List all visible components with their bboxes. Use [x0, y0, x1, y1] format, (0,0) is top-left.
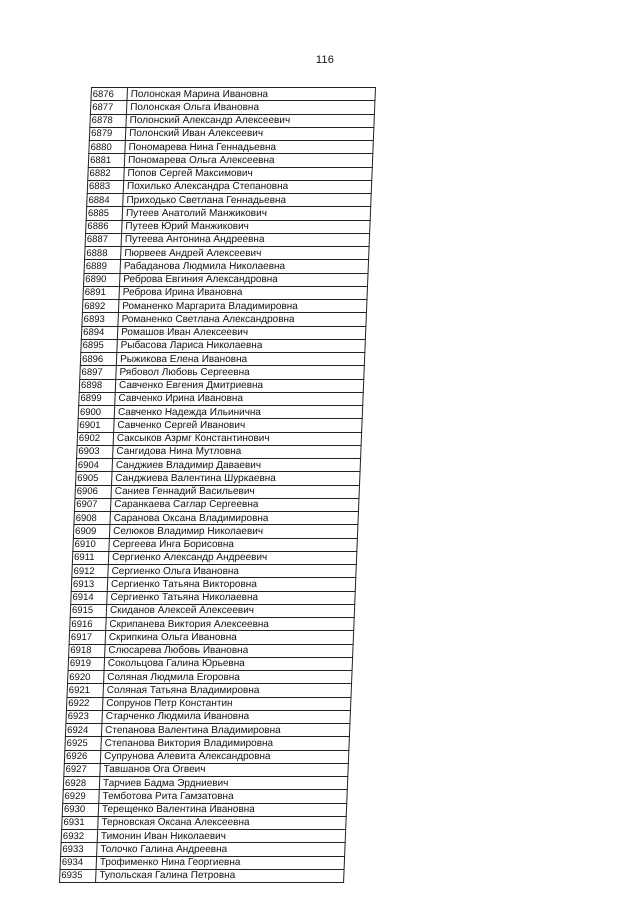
- person-name-cell: Саниев Геннадий Васильевич: [111, 485, 360, 498]
- table-row: [85, 233, 370, 246]
- person-name-cell: Сангидова Нина Мутловна: [113, 445, 362, 458]
- table-row: [77, 445, 362, 458]
- table-row: [80, 366, 365, 379]
- table-row: [76, 459, 361, 472]
- person-name-cell: Савченко Ирина Ивановна: [115, 392, 364, 405]
- person-name-cell: Соляная Людмила Егоровна: [104, 671, 353, 684]
- person-name-cell: Рабаданова Людмила Николаевна: [120, 260, 369, 273]
- row-number-cell: 6881: [88, 154, 125, 167]
- person-name-cell: Терновская Оксана Алексеевна: [98, 816, 347, 829]
- table-row: [69, 644, 354, 657]
- table-row: [90, 114, 375, 127]
- table-row: [77, 432, 362, 445]
- row-number-cell: 6911: [72, 551, 109, 564]
- person-name-cell: Сокольцова Галина Юрьевна: [104, 657, 353, 670]
- person-name-cell: Рыбасова Лариса Николаевна: [117, 339, 366, 352]
- person-name-cell: Полонская Ольга Ивановна: [126, 101, 375, 114]
- person-name-cell: Саранкаева Саглар Сергеевна: [110, 498, 359, 511]
- row-number-cell: 6889: [84, 260, 121, 273]
- roster-table-container: [59, 87, 376, 883]
- person-name-cell: Путеев Анатолий Манжикович: [122, 207, 371, 220]
- person-name-cell: Сергеева Инга Борисовна: [109, 538, 358, 551]
- table-row: [60, 856, 345, 869]
- row-number-cell: 6907: [74, 498, 111, 511]
- person-name-cell: Савченко Евгения Дмитриевна: [115, 379, 364, 392]
- table-row: [74, 512, 359, 525]
- person-name-cell: Романенко Светлана Александровна: [118, 313, 367, 326]
- table-row: [82, 300, 367, 313]
- person-name-cell: Пюрвеев Андрей Алексеевич: [121, 247, 370, 260]
- row-number-cell: 6910: [73, 538, 110, 551]
- row-number-cell: 6880: [89, 141, 126, 154]
- table-row: [91, 88, 376, 101]
- person-name-cell: Полонский Иван Алексеевич: [125, 127, 374, 140]
- row-number-cell: 6921: [67, 684, 104, 697]
- row-number-cell: 6898: [79, 379, 116, 392]
- table-row: [70, 618, 355, 631]
- person-name-cell: Степанова Валентина Владимировна: [101, 724, 350, 737]
- person-name-cell: Савченко Сергей Иванович: [114, 419, 363, 432]
- table-row: [83, 286, 368, 299]
- table-row: [76, 472, 361, 485]
- table-row: [73, 538, 358, 551]
- row-number-cell: 6905: [76, 472, 113, 485]
- person-name-cell: Тавшанов Ога Огвеич: [100, 763, 349, 776]
- table-row: [87, 180, 372, 193]
- table-row: [79, 379, 364, 392]
- row-number-cell: 6882: [88, 167, 125, 180]
- row-number-cell: 6930: [62, 803, 99, 816]
- table-row: [89, 127, 374, 140]
- person-name-cell: Селюков Владимир Николаевич: [109, 525, 358, 538]
- person-name-cell: Реброва Евгиния Александровна: [119, 273, 368, 286]
- person-name-cell: Реброва Ирина Ивановна: [119, 286, 368, 299]
- table-row: [63, 790, 348, 803]
- table-row: [83, 273, 368, 286]
- person-name-cell: Сопрунов Петр Константин: [102, 697, 351, 710]
- person-name-cell: Сергиенко Татьяна Викторовна: [107, 578, 356, 591]
- row-number-cell: 6934: [60, 856, 97, 869]
- row-number-cell: 6918: [69, 644, 106, 657]
- row-number-cell: 6888: [85, 247, 122, 260]
- table-row: [79, 392, 364, 405]
- row-number-cell: 6894: [81, 326, 118, 339]
- person-name-cell: Тимонин Иван Николаевич: [97, 830, 346, 843]
- row-number-cell: 6914: [71, 591, 108, 604]
- person-name-cell: Темботова Рита Гамзатовна: [99, 790, 348, 803]
- table-row: [75, 485, 360, 498]
- row-number-cell: 6915: [70, 604, 107, 617]
- person-name-cell: Приходько Светлана Геннадьевна: [123, 194, 372, 207]
- table-row: [65, 737, 350, 750]
- person-name-cell: Похилько Александра Степановна: [123, 180, 372, 193]
- row-number-cell: 6922: [66, 697, 103, 710]
- person-name-cell: Рябовол Любовь Сергеевна: [116, 366, 365, 379]
- person-name-cell: Полонский Александр Алексеевич: [126, 114, 375, 127]
- table-row: [70, 604, 355, 617]
- roster-table: [59, 87, 376, 883]
- row-number-cell: 6932: [61, 830, 98, 843]
- table-row: [66, 710, 351, 723]
- person-name-cell: Супрунова Алевита Александровна: [100, 750, 349, 763]
- row-number-cell: 6900: [78, 406, 115, 419]
- table-row: [64, 763, 349, 776]
- person-name-cell: Старченко Людмила Ивановна: [102, 710, 351, 723]
- row-number-cell: 6933: [61, 843, 98, 856]
- table-row: [81, 339, 366, 352]
- table-row: [66, 697, 351, 710]
- table-row: [71, 591, 356, 604]
- table-row: [68, 671, 353, 684]
- row-number-cell: 6887: [85, 233, 122, 246]
- person-name-cell: Сергиенко Татьяна Николаевна: [107, 591, 356, 604]
- table-row: [84, 260, 369, 273]
- table-row: [63, 777, 348, 790]
- row-number-cell: 6895: [81, 339, 118, 352]
- person-name-cell: Санджиева Валентина Шуркаевна: [112, 472, 361, 485]
- table-row: [61, 830, 346, 843]
- person-name-cell: Путеева Антонина Андреевна: [121, 233, 370, 246]
- person-name-cell: Толочко Галина Андреевна: [97, 843, 346, 856]
- table-row: [68, 657, 353, 670]
- person-name-cell: Саксыков Азрмг Константинович: [113, 432, 362, 445]
- row-number-cell: 6892: [82, 300, 119, 313]
- table-row: [86, 207, 371, 220]
- person-name-cell: Сергиенко Александр Андреевич: [108, 551, 357, 564]
- person-name-cell: Рыжикова Елена Ивановна: [116, 353, 365, 366]
- person-name-cell: Степанова Виктория Владимировна: [101, 737, 350, 750]
- table-row: [71, 578, 356, 591]
- row-number-cell: 6927: [64, 763, 101, 776]
- row-number-cell: 6906: [75, 485, 112, 498]
- person-name-cell: Попов Сергей Максимович: [124, 167, 373, 180]
- table-row: [60, 869, 345, 882]
- row-number-cell: 6903: [77, 445, 114, 458]
- table-row: [78, 406, 363, 419]
- row-number-cell: 6901: [78, 419, 115, 432]
- person-name-cell: Скиданов Алексей Алексеевич: [106, 604, 355, 617]
- table-row: [87, 194, 372, 207]
- person-name-cell: Трофименко Нина Георгиевна: [96, 856, 345, 869]
- table-row: [62, 803, 347, 816]
- row-number-cell: 6923: [66, 710, 103, 723]
- row-number-cell: 6913: [71, 578, 108, 591]
- row-number-cell: 6883: [87, 180, 124, 193]
- row-number-cell: 6917: [69, 631, 106, 644]
- row-number-cell: 6891: [83, 286, 120, 299]
- table-row: [62, 816, 347, 829]
- row-number-cell: 6931: [62, 816, 99, 829]
- person-name-cell: Скрипанева Виктория Алексеевна: [106, 618, 355, 631]
- row-number-cell: 6876: [91, 88, 128, 101]
- row-number-cell: 6928: [63, 777, 100, 790]
- row-number-cell: 6884: [87, 194, 124, 207]
- row-number-cell: 6890: [83, 273, 120, 286]
- person-name-cell: Полонская Марина Ивановна: [127, 88, 376, 101]
- person-name-cell: Саранова Оксана Владимировна: [110, 512, 359, 525]
- row-number-cell: 6902: [77, 432, 114, 445]
- person-name-cell: Пономарева Нина Геннадьевна: [125, 141, 374, 154]
- person-name-cell: Пономарева Ольга Алексеевна: [124, 154, 373, 167]
- person-name-cell: Ромашов Иван Алексеевич: [117, 326, 366, 339]
- row-number-cell: 6877: [90, 101, 127, 114]
- table-row: [78, 419, 363, 432]
- table-row: [88, 154, 373, 167]
- table-row: [73, 525, 358, 538]
- page-number: 116: [315, 54, 335, 66]
- row-number-cell: 6935: [60, 869, 97, 882]
- person-name-cell: Путеев Юрий Манжикович: [122, 220, 371, 233]
- row-number-cell: 6899: [79, 392, 116, 405]
- table-row: [64, 750, 349, 763]
- person-name-cell: Санджиев Владимир Даваевич: [112, 459, 361, 472]
- table-row: [74, 498, 359, 511]
- person-name-cell: Тупольская Галина Петровна: [96, 869, 345, 882]
- row-number-cell: 6912: [72, 565, 109, 578]
- row-number-cell: 6929: [63, 790, 100, 803]
- table-row: [85, 247, 370, 260]
- row-number-cell: 6904: [76, 459, 113, 472]
- table-row: [61, 843, 346, 856]
- roster-table-body: [60, 88, 376, 883]
- table-row: [72, 551, 357, 564]
- row-number-cell: 6897: [80, 366, 117, 379]
- row-number-cell: 6879: [89, 127, 126, 140]
- row-number-cell: 6908: [74, 512, 111, 525]
- row-number-cell: 6885: [86, 207, 123, 220]
- table-row: [88, 167, 373, 180]
- row-number-cell: 6916: [70, 618, 107, 631]
- row-number-cell: 6920: [68, 671, 105, 684]
- person-name-cell: Савченко Надежда Ильинична: [114, 406, 363, 419]
- row-number-cell: 6925: [65, 737, 102, 750]
- table-row: [65, 724, 350, 737]
- person-name-cell: Соляная Татьяна Владимировна: [103, 684, 352, 697]
- table-row: [89, 141, 374, 154]
- person-name-cell: Терещенко Валентина Ивановна: [98, 803, 347, 816]
- row-number-cell: 6919: [68, 657, 105, 670]
- table-row: [86, 220, 371, 233]
- person-name-cell: Тарчиев Бадма Эрдниевич: [99, 777, 348, 790]
- table-row: [90, 101, 375, 114]
- person-name-cell: Скрипкина Ольга Ивановна: [105, 631, 354, 644]
- row-number-cell: 6896: [80, 353, 117, 366]
- table-row: [72, 565, 357, 578]
- row-number-cell: 6924: [65, 724, 102, 737]
- row-number-cell: 6893: [82, 313, 119, 326]
- row-number-cell: 6909: [73, 525, 110, 538]
- table-row: [81, 326, 366, 339]
- row-number-cell: 6926: [64, 750, 101, 763]
- table-row: [67, 684, 352, 697]
- person-name-cell: Слюсарева Любовь Ивановна: [105, 644, 354, 657]
- row-number-cell: 6886: [86, 220, 123, 233]
- table-row: [82, 313, 367, 326]
- table-row: [69, 631, 354, 644]
- table-row: [80, 353, 365, 366]
- person-name-cell: Романенко Маргарита Владимировна: [118, 300, 367, 313]
- person-name-cell: Сергиенко Ольга Ивановна: [108, 565, 357, 578]
- row-number-cell: 6878: [90, 114, 127, 127]
